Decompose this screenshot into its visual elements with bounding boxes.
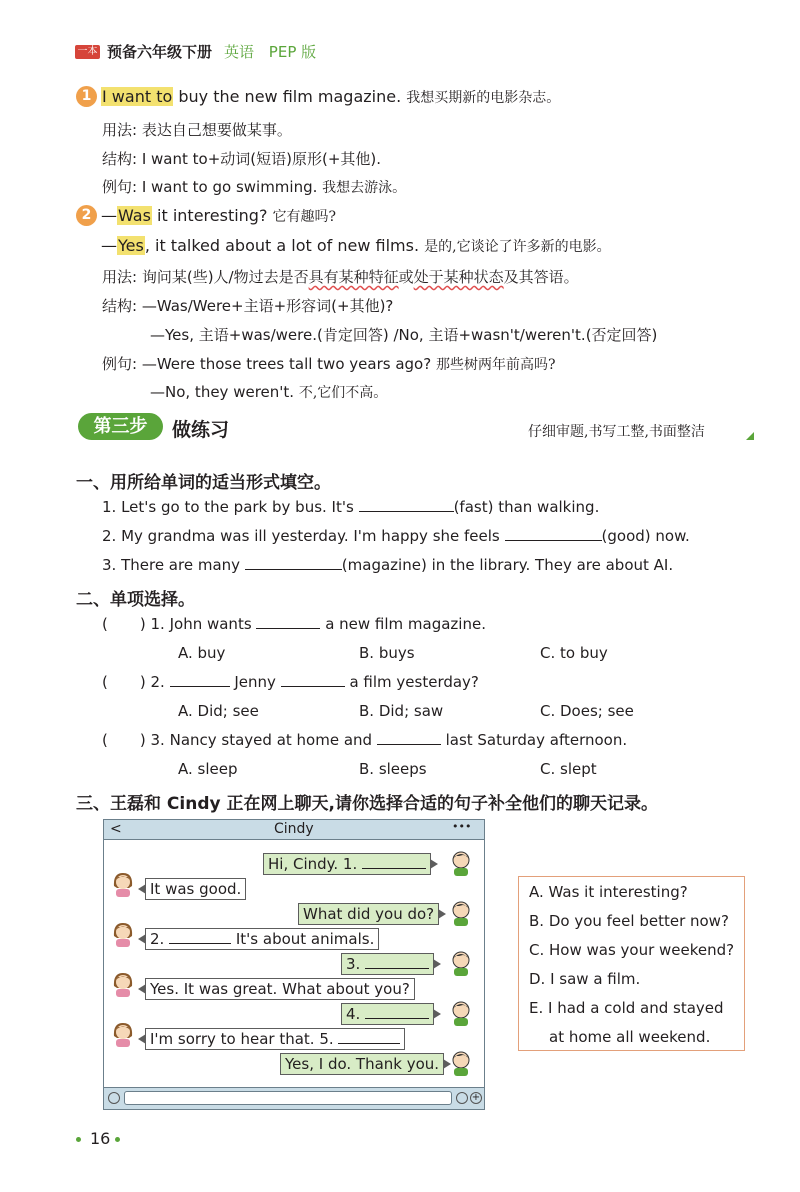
point-2-question bbox=[101, 206, 336, 226]
option-b: B. Do you feel better now? bbox=[529, 912, 729, 930]
translation: 它有趣吗? bbox=[272, 209, 337, 225]
answer-paren-close[interactable]: ) bbox=[139, 615, 146, 633]
chat-bubble-girl bbox=[145, 878, 246, 900]
page-number: 16 bbox=[90, 1129, 111, 1148]
choice-question-1 bbox=[102, 615, 486, 633]
chat-bubble-girl bbox=[145, 978, 415, 1000]
question-text: Nancy stayed at home and bbox=[169, 731, 377, 749]
usage-text-c: 或 bbox=[398, 268, 414, 286]
back-arrow-icon[interactable]: < bbox=[110, 821, 122, 837]
fill-blank-2 bbox=[102, 527, 690, 545]
choice-option-2a[interactable]: A. Did; see bbox=[178, 702, 259, 720]
girl-avatar-icon bbox=[111, 970, 135, 998]
option-d: D. I saw a film. bbox=[529, 970, 641, 988]
message-text: 3. bbox=[346, 955, 366, 973]
girl-avatar-icon bbox=[111, 1020, 135, 1048]
chat-input[interactable] bbox=[124, 1091, 452, 1105]
chat-window bbox=[103, 819, 485, 1110]
message-text: What did you do? bbox=[303, 905, 435, 923]
point-2-badge: 2 bbox=[76, 205, 97, 226]
voice-icon[interactable] bbox=[108, 1092, 120, 1104]
question-text: Jenny bbox=[229, 673, 281, 691]
example-text-1: —Were those trees tall two years ago? bbox=[141, 355, 432, 373]
option-a: A. Was it interesting? bbox=[529, 883, 688, 901]
point-1-structure bbox=[102, 148, 381, 169]
example-label: 例句: bbox=[102, 355, 138, 373]
chat-bubble-boy bbox=[341, 953, 434, 975]
question-text: last Saturday afternoon. bbox=[440, 731, 628, 749]
step-banner: 第三步 bbox=[78, 413, 163, 440]
plus-icon[interactable]: + bbox=[471, 1092, 481, 1103]
choice-option-3c[interactable]: C. slept bbox=[540, 760, 597, 778]
question-text: 1. Let's go to the park by bus. It's bbox=[102, 498, 359, 516]
answer-blank[interactable] bbox=[359, 498, 454, 512]
part-2-title: 二、单项选择。 bbox=[76, 590, 195, 610]
chat-bubble-boy bbox=[298, 903, 439, 925]
answer-blank[interactable] bbox=[256, 615, 320, 629]
page-dot-right bbox=[115, 1137, 120, 1142]
question-number: 1. bbox=[150, 615, 165, 633]
answer-blank[interactable] bbox=[365, 1005, 429, 1019]
chat-input-bar bbox=[104, 1087, 484, 1109]
point-2-example-2 bbox=[150, 382, 387, 402]
section-note: 仔细审题,书写工整,书面整洁 bbox=[528, 424, 705, 440]
answer-blank[interactable] bbox=[338, 1030, 400, 1044]
answer-paren-close[interactable]: ) bbox=[139, 673, 146, 691]
book-subject bbox=[224, 41, 316, 62]
point-2-answer bbox=[101, 236, 611, 256]
choice-question-3 bbox=[102, 731, 627, 749]
example-translation-2: 不,它们不高。 bbox=[298, 385, 388, 401]
message-text: 2. bbox=[150, 930, 170, 948]
question-text: a film yesterday? bbox=[344, 673, 479, 691]
structure-text-1: —Was/Were+主语+形容词(+其他)? bbox=[141, 297, 394, 315]
usage-text-a: 询问某(些)人/物过去是否 bbox=[141, 268, 309, 286]
message-text: I'm sorry to hear that. 5. bbox=[150, 1030, 339, 1048]
answer-blank[interactable] bbox=[169, 930, 231, 944]
answer-blank[interactable] bbox=[365, 955, 429, 969]
highlight-text: Yes bbox=[118, 236, 144, 255]
boy-avatar-icon bbox=[449, 849, 473, 877]
choice-option-1c[interactable]: C. to buy bbox=[540, 644, 608, 662]
part-1-title: 一、用所给单词的适当形式填空。 bbox=[76, 473, 331, 493]
chat-bubble-girl bbox=[145, 928, 379, 950]
answer-blank[interactable] bbox=[281, 673, 345, 687]
message-text: It was good. bbox=[150, 880, 242, 898]
more-options-icon[interactable]: ••• bbox=[452, 820, 472, 833]
chat-messages bbox=[104, 840, 484, 1088]
structure-label: 结构: bbox=[102, 297, 138, 315]
boy-avatar-icon bbox=[449, 1049, 473, 1077]
boy-avatar-icon bbox=[449, 999, 473, 1027]
question-text: (magazine) in the library. They are about AI. bbox=[341, 556, 674, 574]
highlight-text: I want to bbox=[102, 87, 173, 106]
answer-blank[interactable] bbox=[245, 556, 342, 570]
message-text: Hi, Cindy. 1. bbox=[268, 855, 363, 873]
page-dot-left bbox=[76, 1137, 81, 1142]
corner-mark bbox=[746, 432, 754, 440]
point-1-example bbox=[102, 176, 406, 197]
translation: 我想买期新的电影杂志。 bbox=[406, 90, 561, 106]
chat-bubble-boy bbox=[280, 1053, 444, 1075]
girl-avatar-icon bbox=[111, 870, 135, 898]
section-title: 做练习 bbox=[172, 419, 230, 441]
options-box bbox=[518, 876, 745, 1051]
answer-paren-open[interactable]: ( bbox=[102, 615, 108, 633]
translation: 是的,它谈论了许多新的电影。 bbox=[424, 239, 611, 255]
question-number: 2. bbox=[150, 673, 165, 691]
answer-blank[interactable] bbox=[362, 855, 426, 869]
chat-bubble-boy bbox=[263, 853, 431, 875]
chat-contact-name: Cindy bbox=[274, 821, 314, 837]
girl-avatar-icon bbox=[111, 920, 135, 948]
boy-avatar-icon bbox=[449, 949, 473, 977]
choice-option-2b[interactable]: B. Did; saw bbox=[359, 702, 444, 720]
point-2-structure bbox=[102, 295, 393, 316]
usage-label: 用法: bbox=[102, 121, 138, 139]
message-text: Yes. It was great. What about you? bbox=[150, 980, 410, 998]
option-c: C. How was your weekend? bbox=[529, 941, 735, 959]
point-2-example bbox=[102, 353, 555, 374]
structure-text: I want to+动词(短语)原形(+其他). bbox=[141, 150, 382, 168]
question-text: 3. There are many bbox=[102, 556, 245, 574]
question-text: John wants bbox=[169, 615, 257, 633]
usage-text-e: 及其答语。 bbox=[503, 268, 579, 286]
point-1-sentence bbox=[101, 87, 560, 107]
dash: — bbox=[101, 236, 117, 255]
boy-avatar-icon bbox=[449, 899, 473, 927]
point-1-usage bbox=[102, 119, 292, 140]
series-logo: 一本 bbox=[75, 45, 100, 59]
choice-option-2c[interactable]: C. Does; see bbox=[540, 702, 634, 720]
fill-blank-3 bbox=[102, 556, 673, 574]
point-2-structure-2: —Yes, 主语+was/were.(肯定回答) /No, 主语+wasn't/weren't.(否定回答) bbox=[150, 326, 658, 344]
highlight-text: Was bbox=[118, 206, 151, 225]
question-text: a new film magazine. bbox=[320, 615, 486, 633]
part-3-title: 三、王磊和 Cindy 正在网上聊天,请你选择合适的句子补全他们的聊天记录。 bbox=[76, 794, 658, 814]
question-text: (fast) than walking. bbox=[453, 498, 600, 516]
choice-option-3b[interactable]: B. sleeps bbox=[359, 760, 427, 778]
choice-option-1b[interactable]: B. buys bbox=[359, 644, 415, 662]
answer-blank[interactable] bbox=[170, 673, 230, 687]
chat-bubble-boy bbox=[341, 1003, 434, 1025]
structure-label: 结构: bbox=[102, 150, 138, 168]
choice-option-3a[interactable]: A. sleep bbox=[178, 760, 238, 778]
answer-paren-open[interactable]: ( bbox=[102, 731, 108, 749]
option-e: E. I had a cold and stayed bbox=[529, 999, 724, 1017]
message-text: It's about animals. bbox=[231, 930, 375, 948]
example-text-2: —No, they weren't. bbox=[150, 383, 295, 401]
choice-option-1a[interactable]: A. buy bbox=[178, 644, 226, 662]
question-text: 2. My grandma was ill yesterday. I'm happy she feels bbox=[102, 527, 505, 545]
usage-text-b: 具有某种特征 bbox=[308, 268, 399, 286]
emoji-icon[interactable] bbox=[456, 1092, 468, 1104]
message-text: 4. bbox=[346, 1005, 366, 1023]
usage-text: 表达自己想要做某事。 bbox=[141, 121, 292, 139]
question-number: 3. bbox=[150, 731, 165, 749]
example-text: I want to go swimming. bbox=[141, 178, 318, 196]
answer-paren-open[interactable]: ( bbox=[102, 673, 108, 691]
book-title: 预备六年级下册 bbox=[107, 43, 213, 61]
usage-label: 用法: bbox=[102, 268, 138, 286]
question-text: (good) now. bbox=[601, 527, 690, 545]
fill-blank-1 bbox=[102, 498, 599, 516]
option-e-cont: at home all weekend. bbox=[549, 1028, 711, 1046]
message-text: Yes, I do. Thank you. bbox=[285, 1055, 440, 1073]
answer-paren-close[interactable]: ) bbox=[139, 731, 146, 749]
point-1-badge: 1 bbox=[76, 86, 97, 107]
question-text: it interesting? bbox=[151, 206, 268, 225]
answer-blank[interactable] bbox=[377, 731, 441, 745]
example-translation: 我想去游泳。 bbox=[322, 180, 407, 196]
chat-bubble-girl bbox=[145, 1028, 405, 1050]
subject-label: 英语 bbox=[224, 43, 255, 61]
sentence-text: buy the new film magazine. bbox=[173, 87, 402, 106]
usage-text-d: 处于某种状态 bbox=[413, 268, 504, 286]
example-label: 例句: bbox=[102, 178, 138, 196]
dash: — bbox=[101, 206, 117, 225]
answer-blank[interactable] bbox=[505, 527, 602, 541]
point-2-usage bbox=[102, 266, 579, 287]
answer-text: , it talked about a lot of new films. bbox=[144, 236, 420, 255]
choice-question-2 bbox=[102, 673, 479, 691]
chat-title-bar bbox=[104, 820, 484, 840]
example-translation-1: 那些树两年前高吗? bbox=[435, 357, 556, 373]
edition-label: PEP 版 bbox=[268, 43, 317, 61]
